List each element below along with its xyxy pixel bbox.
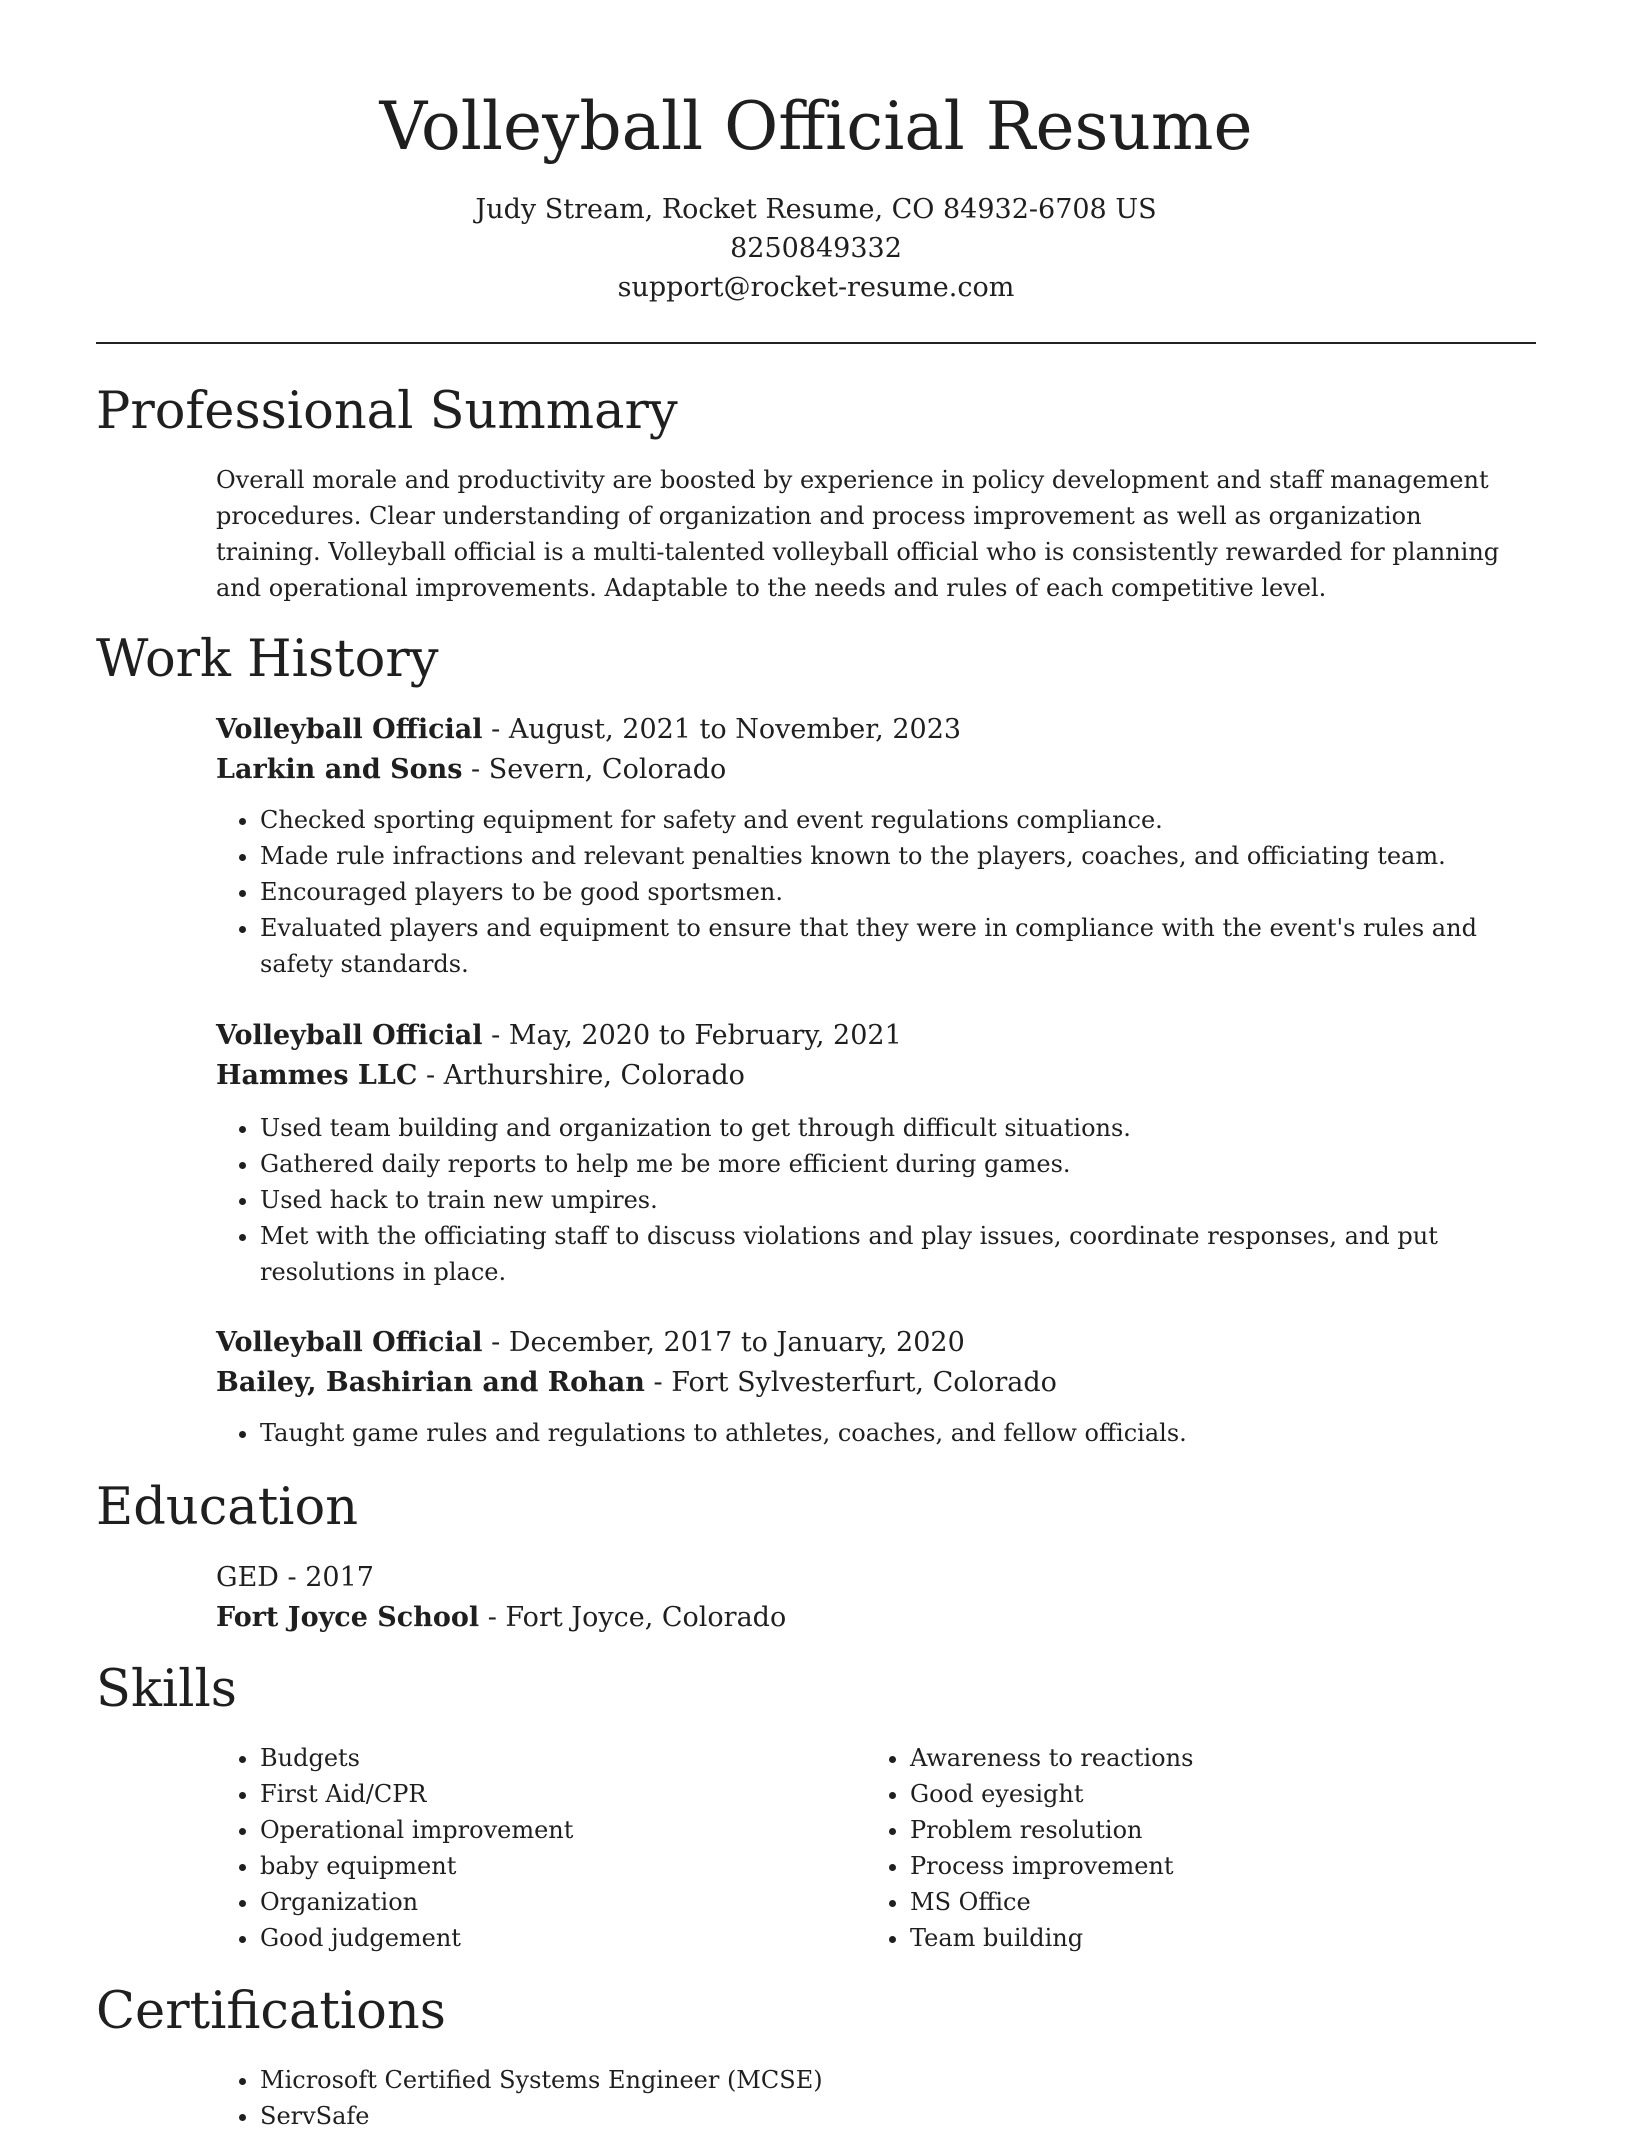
list-item: • Awareness to reactions: [910, 1740, 1486, 1776]
job-location: - Fort Sylvesterfurt, Colorado: [644, 1367, 1057, 1398]
job-entry: [216, 1016, 1516, 1290]
list-item: • Met with the officiating staff to discuss violations and play issues, coordinate responses, and put resolutions in place.: [260, 1218, 1516, 1290]
job-company: Hammes LLC: [216, 1060, 418, 1091]
summary-heading: Professional Summary: [96, 382, 678, 441]
list-item: • Gathered daily reports to help me be more efficient during games.: [260, 1146, 1516, 1182]
skills-list-right: [866, 1740, 1486, 1956]
list-item: • Taught game rules and regulations to athletes, coaches, and fellow officials.: [260, 1415, 1516, 1451]
job-duties-list: [216, 1110, 1516, 1290]
list-item: • Operational improvement: [260, 1812, 836, 1848]
job-duties-list: [216, 802, 1516, 982]
work-history-heading: Work History: [96, 630, 439, 689]
education-school-line: [216, 1598, 1516, 1638]
job-company: Larkin and Sons: [216, 754, 463, 785]
skills-right-column: [866, 1740, 1486, 1956]
list-item: • Checked sporting equipment for safety and event regulations compliance.: [260, 802, 1516, 838]
certifications-section: [216, 2062, 1516, 2134]
list-item: • Encouraged players to be good sportsmen.: [260, 874, 1516, 910]
job-title-line: [216, 1323, 1516, 1363]
list-item: • Problem resolution: [910, 1812, 1486, 1848]
list-item: • ServSafe: [260, 2098, 1516, 2134]
list-item: • Used team building and organization to get through difficult situations.: [260, 1110, 1516, 1146]
list-item: • Made rule infractions and relevant penalties known to the players, coaches, and officiating team.: [260, 838, 1516, 874]
list-item: • MS Office: [910, 1884, 1486, 1920]
job-title-line: [216, 1016, 1516, 1056]
header-divider: [96, 342, 1536, 344]
job-location: - Severn, Colorado: [462, 754, 727, 785]
list-item: • Team building: [910, 1920, 1486, 1956]
job-dates: - May, 2020 to February, 2021: [482, 1020, 902, 1051]
skills-left-column: [216, 1740, 836, 1956]
education-location: - Fort Joyce, Colorado: [479, 1602, 787, 1633]
contact-email: support@rocket-resume.com: [617, 272, 1015, 303]
job-title: Volleyball Official: [216, 1020, 483, 1051]
job-location: - Arthurshire, Colorado: [417, 1060, 745, 1091]
contact-phone: 8250849332: [730, 233, 902, 264]
summary-text: Overall morale and productivity are boosted by experience in policy development and staff management procedures. Clear understanding of organization and process improvement as well as organization training. Volleyball official is a multi-talented volleyball official who is consistently rewarded for planning and operational improvements. Adaptable to the needs and rules of each competitive level.: [216, 466, 1500, 602]
certifications-list: [216, 2062, 1516, 2134]
list-item: • Organization: [260, 1884, 836, 1920]
job-company-line: [216, 1056, 1516, 1096]
contact-address: Judy Stream, Rocket Resume, CO 84932-6708 US: [475, 194, 1157, 225]
job-entry: [216, 1323, 1516, 1451]
summary-section: [216, 462, 1516, 606]
job-dates: - August, 2021 to November, 2023: [482, 714, 962, 745]
education-degree: GED - 2017: [216, 1562, 374, 1593]
list-item: • baby equipment: [260, 1848, 836, 1884]
job-company-line: [216, 1363, 1516, 1403]
education-heading: Education: [96, 1478, 359, 1537]
list-item: • First Aid/CPR: [260, 1776, 836, 1812]
education-section: [216, 1558, 1516, 1638]
resume-title: Volleyball Official Resume: [379, 88, 1253, 165]
job-company-line: [216, 750, 1516, 790]
job-dates: - December, 2017 to January, 2020: [482, 1327, 965, 1358]
list-item: • Microsoft Certified Systems Engineer (MCSE): [260, 2062, 1516, 2098]
job-company: Bailey, Bashirian and Rohan: [216, 1367, 645, 1398]
job-title: Volleyball Official: [216, 714, 483, 745]
job-title: Volleyball Official: [216, 1327, 483, 1358]
certifications-heading: Certifications: [96, 1982, 446, 2041]
list-item: • Good judgement: [260, 1920, 836, 1956]
skills-heading: Skills: [96, 1660, 237, 1719]
list-item: • Good eyesight: [910, 1776, 1486, 1812]
job-duties-list: [216, 1415, 1516, 1451]
contact-block: [0, 190, 1632, 307]
skills-list-left: [216, 1740, 836, 1956]
list-item: • Process improvement: [910, 1848, 1486, 1884]
education-school: Fort Joyce School: [216, 1602, 480, 1633]
job-title-line: [216, 710, 1516, 750]
list-item: • Used hack to train new umpires.: [260, 1182, 1516, 1218]
list-item: • Evaluated players and equipment to ensure that they were in compliance with the event's rules and safety standards.: [260, 910, 1516, 982]
job-entry: [216, 710, 1516, 982]
list-item: • Budgets: [260, 1740, 836, 1776]
